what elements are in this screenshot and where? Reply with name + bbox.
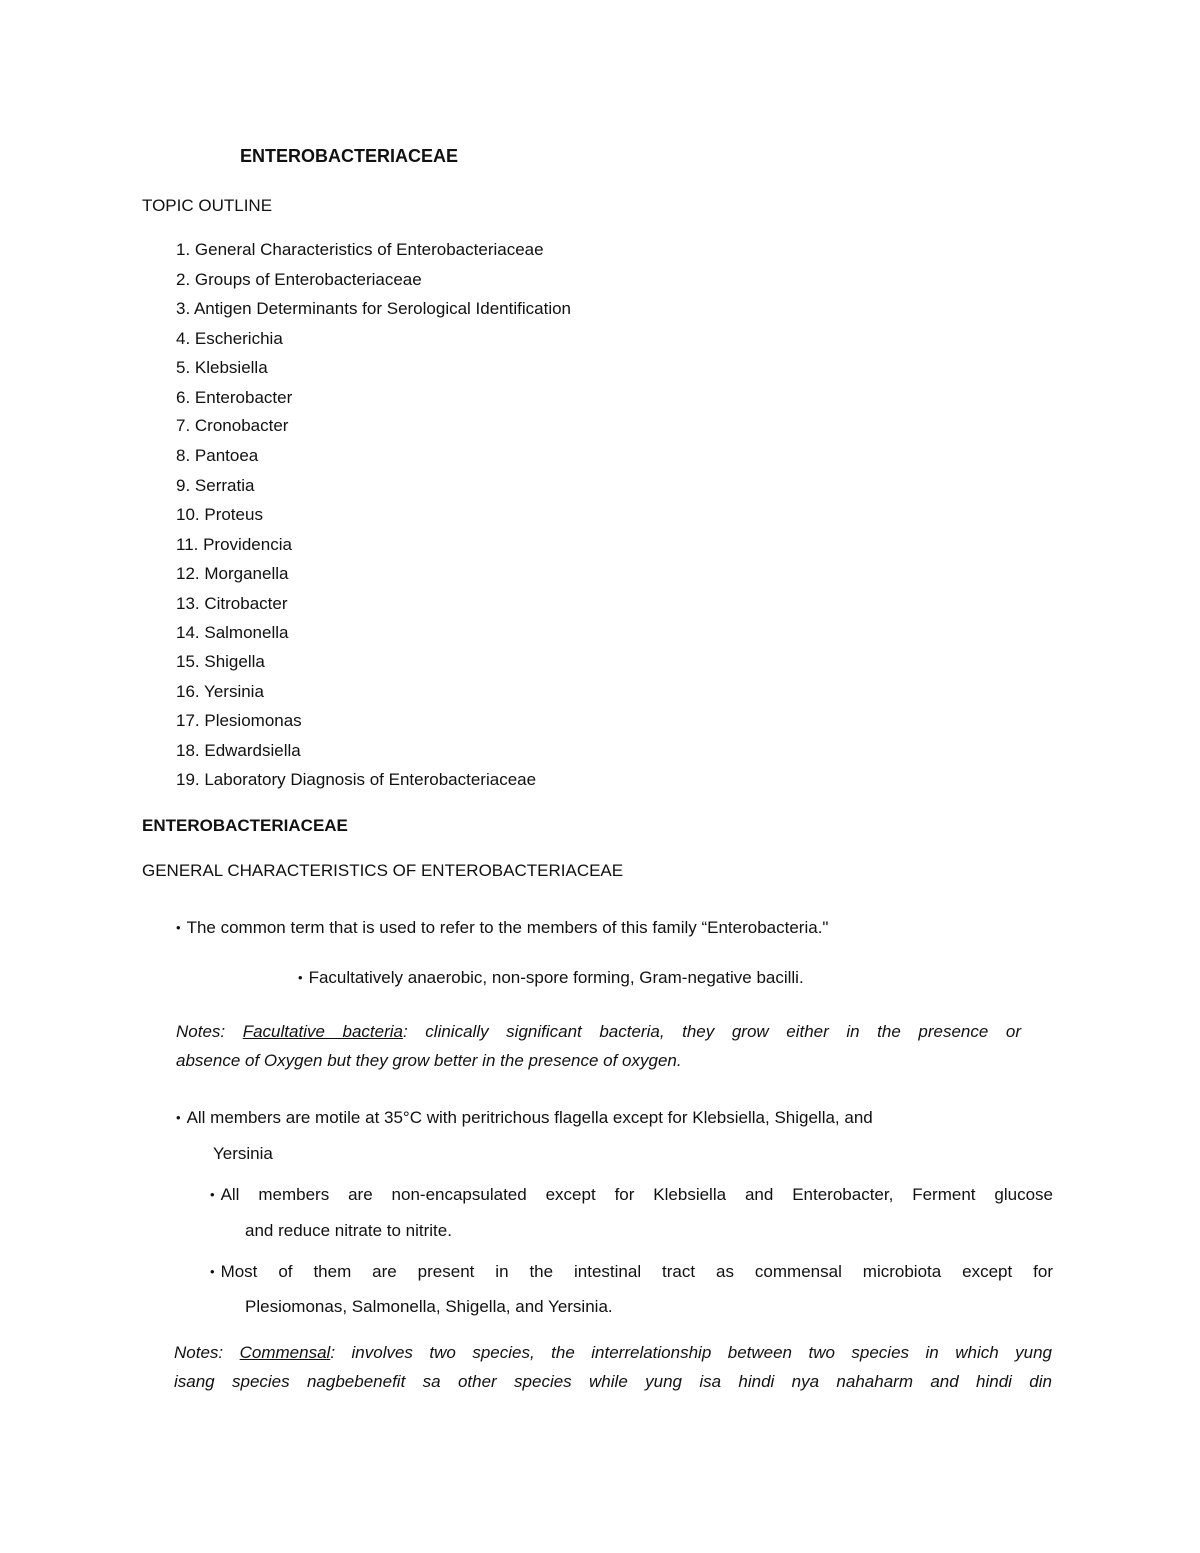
outline-item: 9. Serratia (176, 476, 255, 495)
note-commensal-line2: isang species nagbebenefit sa other species while yung isa hindi nya nahaharm and hindi din (174, 1372, 1052, 1391)
bullet-text: Most of them are present in the intestinal tract as commensal microbiota except for (220, 1262, 1053, 1281)
outline-item: 6. Enterobacter (176, 388, 293, 407)
outline-item: 18. Edwardsiella (176, 741, 301, 760)
note-prefix: Notes: (174, 1343, 240, 1362)
subsection-heading: GENERAL CHARACTERISTICS OF ENTEROBACTERIACEAE (142, 861, 624, 880)
bullet-text: All members are motile at 35°C with peritrichous flagella except for Klebsiella, Shigella, and (186, 1108, 873, 1127)
bullet-text: Facultatively anaerobic, non-spore forming, Gram-negative bacilli. (308, 968, 804, 987)
bullet-non-encapsulated (210, 1185, 1053, 1205)
note-facultative-line2: absence of Oxygen but they grow better in the presence of oxygen. (176, 1051, 682, 1070)
bullet-facultative (298, 968, 804, 988)
bullet-motile (176, 1108, 873, 1128)
outline-item: 10. Proteus (176, 505, 263, 524)
outline-item: 4. Escherichia (176, 329, 283, 348)
outline-item: 11. Providencia (176, 535, 292, 554)
note-prefix: Notes: (176, 1022, 243, 1041)
outline-item: 13. Citrobacter (176, 594, 288, 613)
note-text: clinically significant bacteria, they grow either in the presence or (407, 1022, 1022, 1041)
note-term: Commensal (239, 1343, 331, 1362)
outline-item: 7. Cronobacter (176, 416, 289, 435)
outline-item: 17. Plesiomonas (176, 711, 302, 730)
bullet-enterobacteria-term (176, 918, 828, 938)
outline-item: 5. Klebsiella (176, 358, 268, 377)
document-title: ENTEROBACTERIACEAE (240, 146, 459, 166)
note-colon: : (330, 1343, 336, 1362)
outline-item: 1. General Characteristics of Enterobacteriaceae (176, 240, 544, 259)
bullet-motile-line2: Yersinia (213, 1144, 273, 1163)
outline-item: 19. Laboratory Diagnosis of Enterobacteriaceae (176, 770, 537, 789)
note-text: involves two species, the interrelationship between two species in which yung (335, 1343, 1053, 1362)
note-facultative-line1 (176, 1022, 1021, 1042)
bullet-commensal-microbiota-line2: Plesiomonas, Salmonella, Shigella, and Yersinia. (245, 1297, 613, 1316)
outline-heading: TOPIC OUTLINE (142, 196, 273, 215)
outline-item: 14. Salmonella (176, 623, 289, 642)
bullet-text: The common term that is used to refer to the members of this family “Enterobacteria." (186, 918, 829, 937)
outline-item: 8. Pantoea (176, 446, 259, 465)
bullet-text: All members are non-encapsulated except for Klebsiella and Enterobacter, Ferment glucose (220, 1185, 1053, 1204)
section-heading: ENTEROBACTERIACEAE (142, 816, 348, 835)
note-colon: : (402, 1022, 408, 1041)
outline-item: 3. Antigen Determinants for Serological Identification (176, 299, 572, 318)
note-term: Facultative bacteria (242, 1022, 403, 1041)
outline-item: 2. Groups of Enterobacteriaceae (176, 270, 422, 289)
outline-item: 16. Yersinia (176, 682, 264, 701)
outline-item: 12. Morganella (176, 564, 289, 583)
bullet-commensal-microbiota (210, 1262, 1053, 1282)
bullet-non-encapsulated-line2: and reduce nitrate to nitrite. (245, 1221, 452, 1240)
note-commensal-line1 (174, 1343, 1052, 1363)
outline-item: 15. Shigella (176, 652, 265, 671)
